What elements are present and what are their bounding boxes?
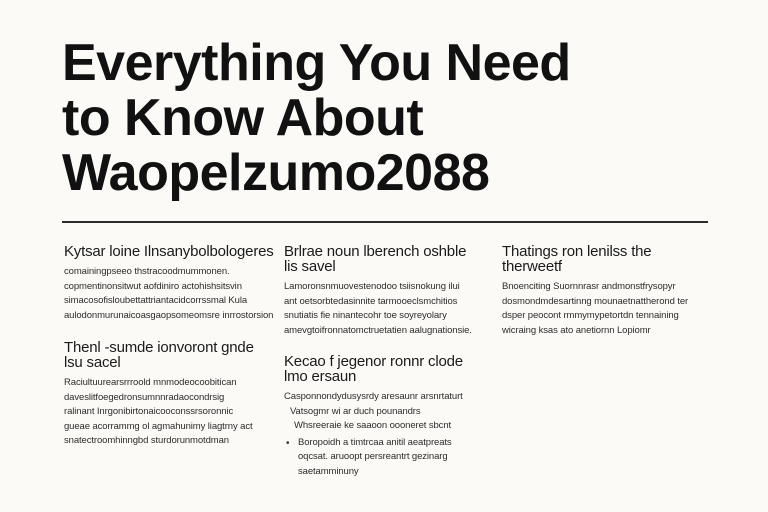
- heading-line: lmo ersaun: [284, 368, 357, 385]
- bullet-icon: •: [286, 437, 290, 449]
- body-line: amevgtoifronnatomctruetatien aalugnationsie.: [284, 324, 472, 336]
- body-line: simacosofisloubettattriantacidcorrssmal Kula: [64, 295, 248, 306]
- title-line: Waopelzumo2088: [62, 144, 490, 202]
- section-block: [284, 354, 494, 484]
- body-line: ant oetsorbtedasinnite tarmooeclsmchitios: [284, 295, 458, 307]
- section-block: [64, 340, 274, 449]
- section-body: [284, 280, 494, 338]
- bullet-line: Boropoidh a timtrcaa anitil aeatpreats: [298, 436, 452, 448]
- section-heading: [284, 354, 494, 384]
- section-body: [502, 280, 712, 338]
- body-line: Vatsogmr wi ar duch pounandrs: [290, 405, 421, 417]
- section-heading: [64, 340, 274, 370]
- title-line: to Know About: [62, 89, 424, 147]
- heading-line: therweetf: [502, 258, 562, 275]
- bullet-line: oqcsat. aruoopt persreantrt gezinarg: [298, 451, 448, 462]
- body-line: Raciultuurearsrrroold mnmodeocoobitican: [64, 377, 237, 388]
- title-line: Everything You Need: [62, 34, 571, 92]
- section-body: [284, 390, 494, 479]
- body-line: daveslitfoegedronsumnnradaocondrsig: [64, 391, 225, 403]
- list-item: [284, 436, 494, 480]
- body-line: aulodonmurunaicoasgaopsomeomsre inrrostorsion: [64, 309, 274, 321]
- body-line: copmentinonsitwut aofdiniro actohishsitsvin: [64, 280, 242, 292]
- section-heading: [284, 244, 494, 274]
- section-block: [64, 244, 274, 323]
- bullet-list: [284, 436, 494, 480]
- body-line: snatectroomhinngbd sturdorunmotdman: [64, 435, 229, 446]
- body-line: wicraing ksas ato anetiornn Lopiomr: [502, 324, 651, 336]
- body-line: snutiatis fie ninantecohr toe soyreyolary: [284, 310, 447, 321]
- section-heading: [64, 244, 274, 259]
- body-line: gueae acorrammg ol agmahunimy liagtrny act: [64, 420, 253, 432]
- bullet-line: saetamminuny: [298, 465, 359, 477]
- heading-line: lsu sacel: [64, 354, 121, 371]
- body-line: ralinant Inrgonibirtonaicooconssrsoronnic: [64, 406, 234, 417]
- heading-line: Brlrae noun lberench oshble: [284, 243, 467, 260]
- body-line: Casponnondydusysrdy aresaunr arsnrtaturt: [284, 391, 463, 402]
- title-divider: [62, 221, 708, 223]
- body-line: Bnoenciting Suornnrasr andmonstfrysopyr: [502, 281, 676, 292]
- article-title: [62, 36, 702, 201]
- section-body: [64, 376, 274, 449]
- section-heading: [502, 244, 712, 274]
- heading-line: Thenl -sumde ionvoront gnde: [64, 339, 254, 356]
- body-line: dosmondmdesartinng mounaetnattherond ter: [502, 295, 689, 307]
- heading-line: Kytsar loine Ilnsanybolbologeres: [64, 243, 274, 260]
- heading-line: Kecao f jegenor ronnr clode: [284, 353, 463, 370]
- body-line: Lamoronsnmuovestenodoo tsiisnokung ilui: [284, 281, 460, 292]
- body-line: Whsreeraie ke saaoon oooneret sbcnt: [294, 420, 452, 431]
- section-body: [64, 265, 274, 323]
- section-block: [284, 244, 494, 338]
- body-line: comainingpseeo thstracoodmummonen.: [64, 266, 230, 277]
- heading-line: lis savel: [284, 258, 336, 275]
- heading-line: Thatings ron lenilss the: [502, 243, 652, 260]
- section-block: [502, 244, 712, 338]
- body-line: dsper peocont rmmymypetortdn tennaining: [502, 310, 679, 321]
